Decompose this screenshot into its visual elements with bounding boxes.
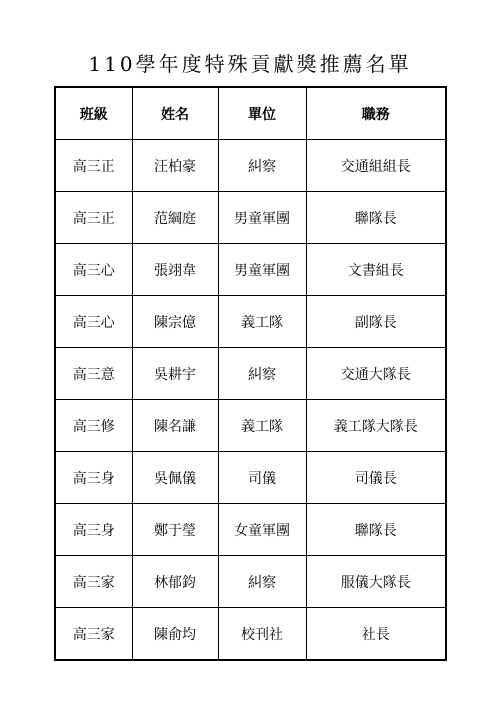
cell-unit: 司儀 bbox=[218, 452, 306, 504]
table-row bbox=[55, 556, 446, 608]
cell-class: 高三身 bbox=[55, 452, 132, 504]
table-row bbox=[55, 348, 446, 400]
cell-position: 文書組長 bbox=[306, 244, 446, 296]
cell-position: 義工隊大隊長 bbox=[306, 400, 446, 452]
cell-name: 吳佩儀 bbox=[132, 452, 218, 504]
cell-class: 高三心 bbox=[55, 296, 132, 348]
table-row bbox=[55, 504, 446, 556]
cell-name: 陳名謙 bbox=[132, 400, 218, 452]
cell-unit: 糾察 bbox=[218, 348, 306, 400]
nomination-table bbox=[54, 86, 447, 661]
cell-class: 高三正 bbox=[55, 192, 132, 244]
cell-position: 副隊長 bbox=[306, 296, 446, 348]
table-row bbox=[55, 452, 446, 504]
column-header-unit: 單位 bbox=[218, 87, 306, 140]
cell-unit: 女童軍團 bbox=[218, 504, 306, 556]
cell-unit: 男童軍團 bbox=[218, 244, 306, 296]
cell-unit: 糾察 bbox=[218, 556, 306, 608]
cell-class: 高三修 bbox=[55, 400, 132, 452]
cell-class: 高三家 bbox=[55, 608, 132, 661]
page-title: 110學年度特殊貢獻獎推薦名單 bbox=[88, 52, 412, 76]
cell-class: 高三正 bbox=[55, 140, 132, 192]
cell-unit: 糾察 bbox=[218, 140, 306, 192]
cell-unit: 義工隊 bbox=[218, 400, 306, 452]
cell-name: 陳俞均 bbox=[132, 608, 218, 661]
cell-name: 范綱庭 bbox=[132, 192, 218, 244]
cell-position: 交通組組長 bbox=[306, 140, 446, 192]
table-row bbox=[55, 296, 446, 348]
table-row bbox=[55, 140, 446, 192]
table-row bbox=[55, 192, 446, 244]
cell-unit: 義工隊 bbox=[218, 296, 306, 348]
cell-position: 司儀長 bbox=[306, 452, 446, 504]
cell-name: 陳宗億 bbox=[132, 296, 218, 348]
cell-name: 吳耕宇 bbox=[132, 348, 218, 400]
cell-class: 高三家 bbox=[55, 556, 132, 608]
cell-position: 聯隊長 bbox=[306, 192, 446, 244]
cell-class: 高三心 bbox=[55, 244, 132, 296]
cell-name: 張翊韋 bbox=[132, 244, 218, 296]
cell-name: 汪柏豪 bbox=[132, 140, 218, 192]
table-row bbox=[55, 608, 446, 661]
cell-unit: 校刊社 bbox=[218, 608, 306, 661]
cell-class: 高三意 bbox=[55, 348, 132, 400]
table-row bbox=[55, 400, 446, 452]
column-header-class: 班級 bbox=[55, 87, 132, 140]
cell-position: 服儀大隊長 bbox=[306, 556, 446, 608]
column-header-position: 職務 bbox=[306, 87, 446, 140]
table-header-row bbox=[55, 87, 446, 140]
cell-class: 高三身 bbox=[55, 504, 132, 556]
cell-position: 聯隊長 bbox=[306, 504, 446, 556]
cell-name: 鄭于瑩 bbox=[132, 504, 218, 556]
cell-position: 社長 bbox=[306, 608, 446, 661]
column-header-name: 姓名 bbox=[132, 87, 218, 140]
table-row bbox=[55, 244, 446, 296]
cell-position: 交通大隊長 bbox=[306, 348, 446, 400]
cell-name: 林郁鈞 bbox=[132, 556, 218, 608]
cell-unit: 男童軍團 bbox=[218, 192, 306, 244]
